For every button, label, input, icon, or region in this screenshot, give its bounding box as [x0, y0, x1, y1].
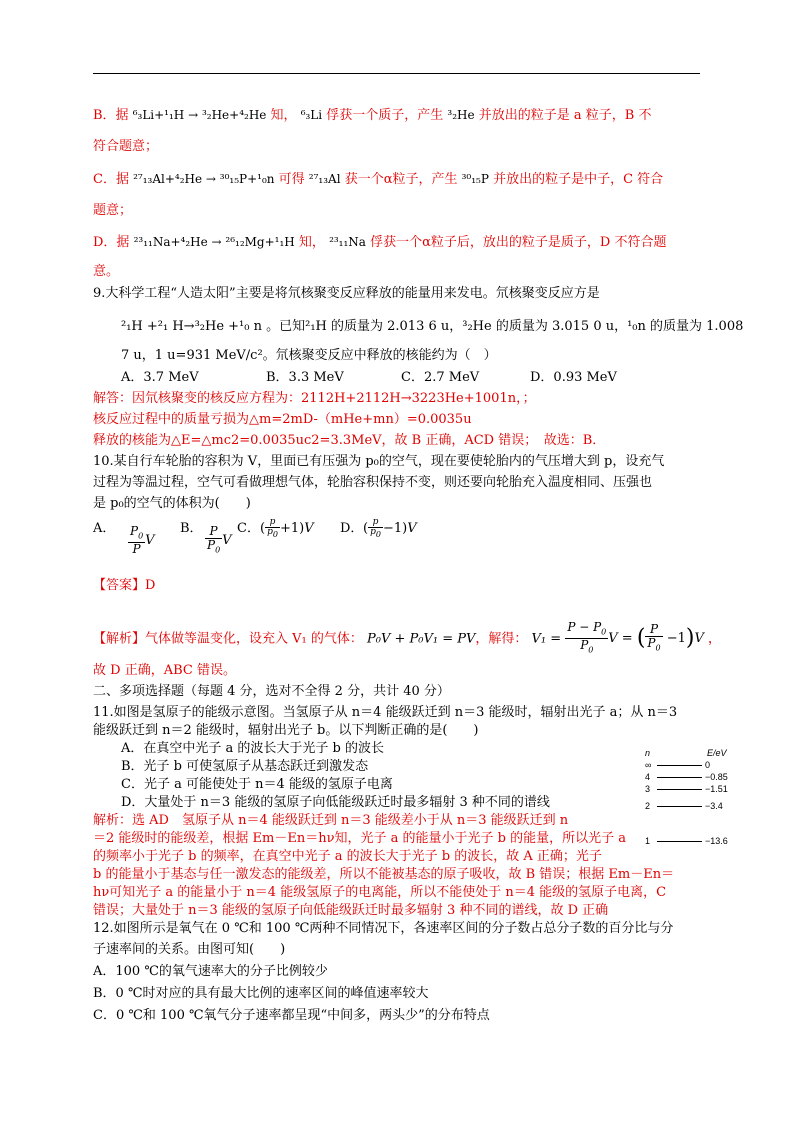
q12-opt-a: A．100 ℃的氧气速率大的分子比例较少 [93, 964, 328, 979]
level-n: ∞ [645, 760, 652, 770]
level-4 [645, 772, 735, 782]
q9-opt-b: B．3.3 MeV [266, 370, 344, 385]
option-d-cont: 意。 [93, 264, 120, 279]
section-2-title: 二、多项选择题（每题 4 分，选对不全得 2 分，共计 40 分） [93, 684, 450, 699]
level-n: 1 [645, 836, 651, 846]
level-n: 4 [645, 772, 651, 782]
q10-explanation: 【解析】气体做等温变化，设充入 V₁ 的气体： P₀V + P₀V₁ = PV，解得： V₁ = $\frac{P - P_0}{P_0}$ V = ( $\frac{P}{P_0}$ −1)V ， [93, 620, 722, 655]
q12-line2: 子速率间的关系。由图可知( ) [93, 942, 286, 957]
q11-opt-c: C．光子 a 可能使处于 n＝4 能级的氢原子电离 [121, 777, 393, 792]
nuclide: ⁶₃Li [300, 108, 323, 122]
level-value: −0.85 [705, 772, 728, 782]
q10-opt-d-formula: ( $\frac{p}{p_0}$ −1)V [363, 517, 417, 539]
level-3 [645, 784, 735, 794]
q9-line2: ²₁H +²₁ H→³₂He +¹₀ n 。已知²₁H 的质量为 2.013 6 u，³₂He 的质量为 3.015 0 u，¹₀n 的质量为 1.008 [121, 319, 744, 334]
text: ，解得： [475, 631, 528, 647]
equation: P₀V + P₀V₁ = PV [367, 631, 476, 647]
q9-line3: 7 u，1 u=931 MeV/c²。氘核聚变反应中释放的核能约为（ ） [121, 348, 497, 363]
option-b-line [93, 106, 651, 125]
level-value: −13.6 [705, 836, 728, 846]
q10-line2: 过程为等温过程，空气可看做理想气体，轮胎容积保持不变，则还要向轮胎充入温度相同、压强也 [93, 475, 653, 490]
q11-answer-5: hν可知光子 a 的能量小于 n＝4 能级氢原子的电离能，所以不能使处于 n＝4 能级的氢原子电离，C [93, 885, 667, 900]
q10-opt-c-label: C． [237, 521, 260, 536]
text: C．据 [93, 172, 129, 187]
q9-answer2: 核反应过程中的质量亏损为△m=2mD-（mHe+mn）=0.0035u [93, 412, 472, 427]
q10-opt-c-formula: ( $\frac{p}{p_0}$ +1)V [260, 517, 314, 539]
text: 知， [298, 235, 325, 250]
q11-answer-2: ＝2 能级时的能级差，根据 Em－En＝hν知，光子 a 的能量小于光子 b 的能量，所以光子 a [93, 831, 626, 846]
q11-answer-3: 的频率小于光子 b 的频率，在真空中光子 a 的波长大于光子 b 的波长，故 A 正确；光子 [93, 849, 602, 864]
q9-opt-a: A．3.7 MeV [121, 370, 199, 385]
q12-line1: 12.如图所示是氧气在 0 ℃和 100 ℃两种不同情况下，各速率区间的分子数占总分子数的百分比与分 [93, 921, 674, 936]
q10-line3: 是 p₀的空气的体积为( ) [93, 496, 251, 511]
text: 可得 [278, 172, 305, 187]
equation: V₁ = [531, 631, 562, 647]
q10-opt-b-label: B． [180, 521, 203, 536]
q11-answer-1: 解析：选 AD 氢原子从 n＝4 能级跃迁到 n＝3 能级差小于从 n＝3 能级跃迁到 n [93, 813, 569, 828]
e-label: E/eV [707, 748, 727, 758]
equation: ²⁷₁₃Al+⁴₂He → ³⁰₁₅P+¹₀n [133, 172, 275, 186]
text: 俘获一个质子，产生 [326, 108, 444, 123]
option-d-line [93, 233, 666, 252]
option-c-cont: 题意； [93, 203, 133, 218]
q11-line2: 能级跃迁到 n＝2 能级时，辐射出光子 b。以下判断正确的是( ) [93, 723, 479, 738]
q10-line1: 10.某自行车轮胎的容积为 V，里面已有压强为 p₀的空气，现在要使轮胎内的气压增大到 p，设充气 [93, 454, 665, 469]
energy-level-diagram [645, 748, 728, 848]
q10-opt-b-formula: $\frac{P}{P_0}$ V [207, 524, 232, 555]
q11-opt-a: A．在真空中光子 a 的波长大于光子 b 的波长 [121, 741, 384, 756]
q11-answer-6: 错误；大量处于 n＝3 能级的氢原子向低能级跃迁时最多辐射 3 种不同的谱线，故 D 正确 [93, 903, 609, 918]
text: 【解析】 [93, 631, 146, 647]
text: B．据 [93, 108, 129, 123]
option-c-line [93, 170, 663, 189]
text: 知， [270, 108, 297, 123]
text: D．据 [93, 235, 130, 250]
level-n: 3 [645, 784, 651, 794]
nuclide: ³⁰₁₅P [461, 172, 489, 186]
level-n: 2 [645, 801, 651, 811]
option-b-cont: 符合题意； [93, 139, 159, 154]
q9-answer1: 解答：因氘核聚变的核反应方程为：2112H+2112H→3223He+1001n，； [93, 391, 536, 406]
equation: ⁶₃Li+¹₁H → ³₂He+⁴₂He [132, 108, 267, 122]
q10-opt-d-label: D． [340, 521, 364, 536]
nuclide: ³₂He [447, 108, 475, 122]
nuclide: ²³₁₁Na [329, 235, 366, 249]
q10-conclusion: 故 D 正确，ABC 错误。 [93, 663, 236, 678]
q9-opt-c: C．2.7 MeV [401, 370, 480, 385]
q9-line1: 9.大科学工程“人造太阳”主要是将氘核聚变反应释放的能量用来发电。氘核聚变反应方是 [93, 286, 600, 301]
nuclide: ²⁷₁₃Al [308, 172, 341, 186]
q10-opt-a-label: A． [93, 521, 116, 536]
level-value: −3.4 [705, 801, 723, 811]
equation-fraction: $\frac{P - P_0}{P_0}$ V = ( $\frac{P}{P_0}$ −1)V [567, 620, 704, 655]
q9-answer3: 释放的核能为△E=△mc2=0.0035uc2=3.3MeV，故 B 正确，ACD 错误； 故选：B． [93, 433, 606, 448]
text: 并放出的粒子是中子，C 符合 [493, 172, 664, 187]
q12-opt-b: B．0 ℃时对应的具有最大比例的速率区间的峰值速率较大 [93, 986, 429, 1001]
q10-answer: 【答案】D [93, 578, 156, 593]
q11-opt-b: B．光子 b 可使氢原子从基态跃迁到激发态 [121, 759, 369, 774]
text: 俘获一个α粒子后，放出的粒子是质子，D 不符合题 [370, 235, 667, 250]
q12-opt-c: C．0 ℃和 100 ℃氧气分子速率都呈现“中间多，两头少”的分布特点 [93, 1008, 490, 1023]
text: 并放出的粒子是 a 粒子，B 不 [478, 108, 652, 123]
q9-opt-d: D．0.93 MeV [530, 370, 617, 385]
text: 获一个α粒子，产生 [344, 172, 458, 187]
q11-answer-4: b 的能量小于基态与任一激发态的能级差，所以不能被基态的原子吸收，故 B 错误；根据 Em－En＝ [93, 867, 675, 882]
level-value: 0 [705, 760, 711, 770]
q11-line1: 11.如图是氢原子的能级示意图。当氢原子从 n＝4 能级跃迁到 n＝3 能级时，辐射出光子 a；从 n＝3 [93, 705, 678, 720]
level-1 [645, 836, 735, 846]
level-inf [645, 760, 735, 770]
n-label: n [645, 748, 651, 758]
equation: ²³₁₁Na+⁴₂He → ²⁶₁₂Mg+¹₁H [133, 235, 295, 249]
header-rule [93, 73, 700, 74]
level-value: −1.51 [705, 784, 728, 794]
q10-opt-a-formula: $\frac{P_0}{P}$ V [130, 524, 155, 557]
text: 气体做等温变化，设充入 V₁ 的气体： [145, 631, 363, 647]
level-2 [645, 801, 735, 811]
q11-opt-d: D．大量处于 n＝3 能级的氢原子向低能级跃迁时最多辐射 3 种不同的谱线 [121, 795, 550, 810]
